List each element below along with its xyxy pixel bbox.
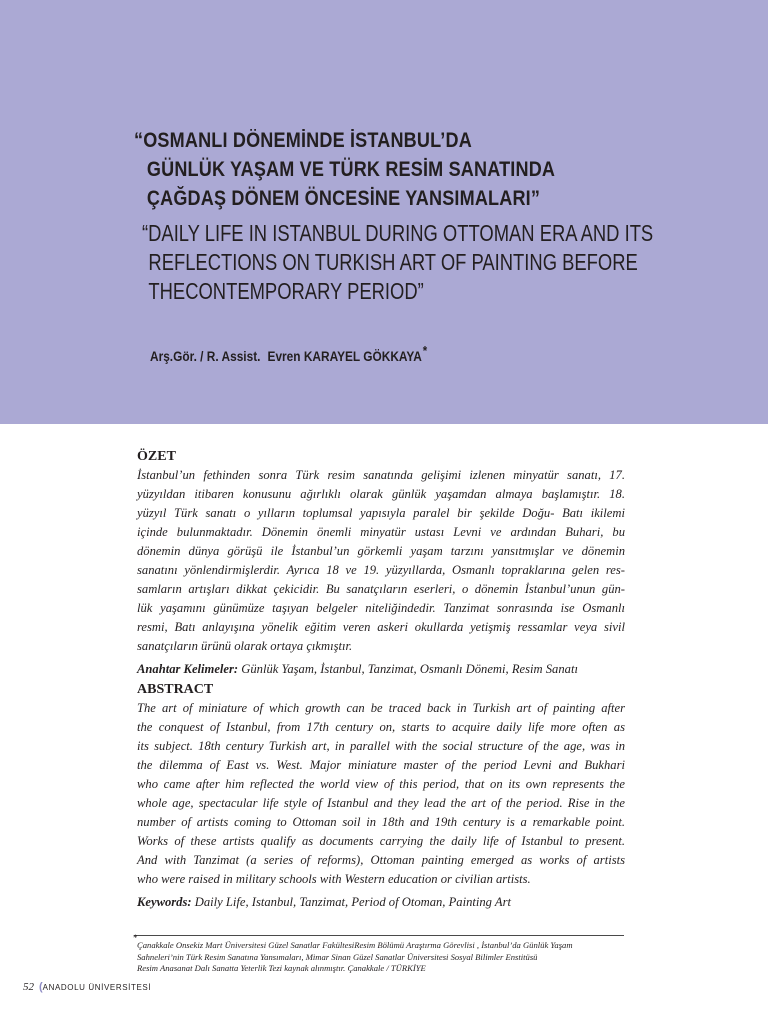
ozet-keywords-value: Günlük Yaşam, İstanbul, Tanzimat, Osmanlı Dönemi, Resim Sanatı	[241, 662, 578, 676]
bracket-icon: (	[39, 981, 43, 993]
turkish-title-line: “OSMANLI DÖNEMİNDE İSTANBUL’DA	[134, 129, 472, 152]
ozet-line: lük yaşamını günümüze taşıyan belgeler niteliğindedir. Tanzimat sonrasında ise Osmanlı	[137, 601, 625, 615]
ozet-line: dönemin dünya görüşü ile İstanbul’un görkemli yaşam tarzını yansıtmışlar ve dönemin	[137, 544, 625, 558]
footnote-line: Sahneleri’nin Türk Resim Sanatına Yansımaları, Mimar Sinan Güzel Sanatlar Üniversitesi Sosyal Bilimler Enstitüsü	[137, 951, 538, 962]
ozet-line: sanatçıların ürünü olarak ortaya çıkmıştır.	[137, 639, 353, 653]
ozet-line: içinde bulunmaktadır. Dönemin önemli minyatür ustası Levni ve ardından Buhari, bu	[137, 525, 625, 539]
abstract-keywords	[137, 893, 625, 912]
abstract-line: Works of these artists qualify as documents carrying the daily life of Istanbul to present.	[137, 834, 625, 848]
english-title-line: “DAILY LIFE IN ISTANBUL DURING OTTOMAN ERA AND ITS	[142, 220, 654, 246]
footnote-line: Çanakkale Onsekiz Mart Üniversitesi Güzel Sanatlar FakültesiResim Bölümü Araştırma Görevlisi , İstanbul’da Günlük Yaşam	[137, 940, 573, 950]
abstract-line: The art of miniature of which growth can be traced back in Turkish art of painting after	[137, 701, 625, 715]
turkish-title	[134, 126, 581, 213]
ozet-line: resmi, Batı anlayışına yönelik eğitim veren askeri okullarda yetişmiş ressamlar veya sivil	[137, 620, 625, 634]
abstract-heading: ABSTRACT	[137, 682, 214, 697]
footnote	[137, 940, 657, 975]
turkish-title-line: GÜNLÜK YAŞAM VE TÜRK RESİM SANATINDA	[146, 158, 556, 181]
journal-name: ANADOLU ÜNİVERSİTESİ	[42, 983, 152, 992]
abstract-line: And with Tanzimat (a series of reforms), Ottoman painting emerged as works of artists	[137, 853, 625, 867]
title-banner	[0, 0, 768, 424]
author-line	[150, 343, 427, 364]
abstract-keywords-value: Daily Life, Istanbul, Tanzimat, Period of Otoman, Painting Art	[194, 895, 511, 909]
turkish-title-line: ÇAĞDAŞ DÖNEM ÖNCESİNE YANSIMALARI”	[146, 187, 541, 210]
abstract-line: its subject. 18th century Turkish art, in parallel with the social structure of the age, was in	[137, 739, 625, 753]
page-footer	[23, 977, 151, 995]
abstract-line: who came after him reflected the world view of this period, that on its own represents the	[137, 777, 625, 791]
page-number: 52	[23, 981, 34, 993]
abstract-line: who were raised in military schools with Western education or civilian artists.	[137, 872, 531, 886]
ozet-line: yüzyıldan itibaren konusunu ağırlıklı olarak günlük yaşamdan almaya başlamıştır. 18.	[137, 487, 625, 501]
english-title-line: REFLECTIONS ON TURKISH ART OF PAINTING BEFORE	[148, 249, 638, 275]
abstract-line: whole age, spectacular life style of Istanbul and they lead the art of the period. Rise in the	[137, 796, 625, 810]
english-title	[142, 219, 654, 306]
ozet-keywords	[137, 660, 625, 679]
ozet-line: İstanbul’un fethinden sonra Türk resim sanatında gelişimi izlenen minyatür sanatı, 17.	[137, 468, 625, 482]
abstract-paragraph	[137, 699, 625, 889]
ozet-heading: ÖZET	[137, 449, 176, 464]
abstract-keywords-label: Keywords:	[137, 895, 192, 909]
author-name: Evren KARAYEL GÖKKAYA	[267, 349, 422, 364]
abstract-line: the dilemma of East vs. West. Major miniature master of the period Levni and Bukhari	[137, 758, 625, 772]
abstract-line: number of artists coming to Ottoman soil in 18th and 19th century is a remarkable point.	[137, 815, 625, 829]
ozet-paragraph	[137, 466, 625, 656]
footnote-mark: *	[133, 933, 138, 943]
article-body	[137, 448, 625, 914]
english-title-line: THECONTEMPORARY PERIOD”	[148, 278, 424, 304]
footnote-divider	[134, 935, 624, 936]
ozet-line: sanatını yönlendirmişlerdir. Ayrıca 18 ve 19. yüzyıllarda, Osmanlı topraklarına gelen res-	[137, 563, 625, 577]
ozet-line: samların artışları dikkat çekicidir. Bu sanatçıların eserleri, o dönemin İstanbul’unun gün-	[137, 582, 625, 596]
ozet-keywords-label: Anahtar Kelimeler:	[137, 662, 239, 676]
abstract-line: the conquest of Istanbul, from 17th century on, starts to acquire daily life more often as	[137, 720, 625, 734]
ozet-line: yüzyıl Türk sanatı o yılların toplumsal yapısıyla paralel bir şekilde Doğu- Batı ikilemi	[137, 506, 625, 520]
footnote-line: Resim Anasanat Dalı Sanatta Yeterlik Tezi kaynak alınmıştır. Çanakkale / TÜRKİYE	[137, 963, 426, 973]
author-title: Arş.Gör. / R. Assist.	[150, 349, 261, 364]
footnote-marker[interactable]: *	[422, 343, 428, 358]
